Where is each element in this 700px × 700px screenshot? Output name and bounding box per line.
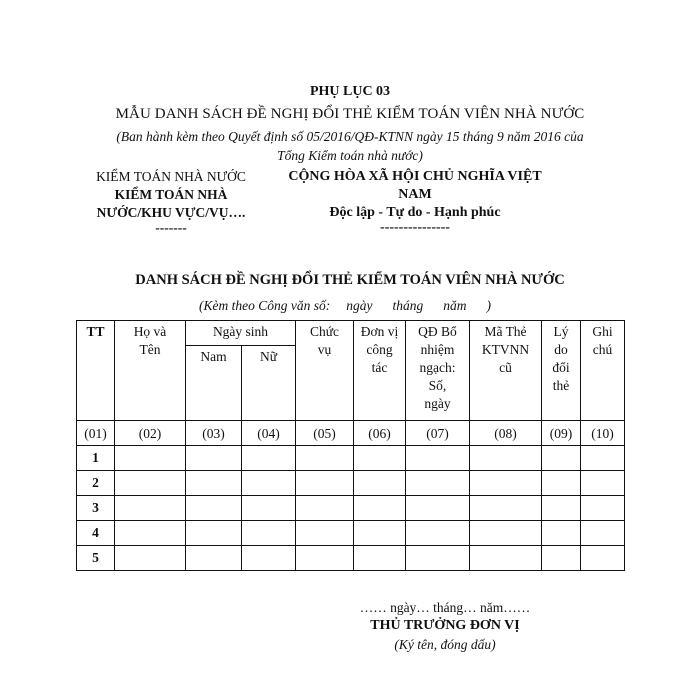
table-cell [406,496,470,521]
table-cell [406,446,470,471]
table-cell [115,521,186,546]
table-cell [542,471,581,496]
subtitle-year: năm [443,298,467,313]
table-cell [186,521,242,546]
signature-note: (Ký tên, đóng dấu) [394,637,496,652]
sub-agency-name-cont: NƯỚC/KHU VỰC/VỤ…. [96,205,246,220]
issuing-agency-block [76,168,266,234]
table-cell [406,546,470,571]
table-cell [115,546,186,571]
subtitle-prefix: (Kèm theo Công văn số: [199,298,331,313]
table-cell [542,521,581,546]
request-list-table [76,320,625,571]
table-cell [354,471,406,496]
table-cell [296,521,354,546]
code-cell: (10) [581,421,625,446]
table-cell [581,471,625,496]
header-male: Nam [186,346,242,421]
header-old-card-code: Mã Thẻ KTVNN cũ [470,321,542,421]
table-cell [354,546,406,571]
table-row [77,521,625,546]
issued-note-line-2: Tổng Kiểm toán nhà nước) [277,148,423,163]
header-note: Ghi chú [581,321,625,421]
national-motto-block [280,168,550,234]
table-cell [115,496,186,521]
row-number: 3 [77,496,115,521]
subtitle-suffix: ) [486,298,491,313]
list-title: DANH SÁCH ĐỀ NGHỊ ĐỔI THẺ KIỂM TOÁN VIÊN NHÀ NƯỚC [135,272,565,288]
sub-agency-name: KIỂM TOÁN NHÀ [114,187,228,202]
code-cell: (05) [296,421,354,446]
table-cell [242,446,296,471]
header-full-name: Họ và Tên [115,321,186,421]
motto: Độc lập - Tự do - Hạnh phúc [329,205,501,220]
header-position: Chức vụ [296,321,354,421]
header-work-unit: Đơn vị công tác [354,321,406,421]
code-cell: (03) [186,421,242,446]
table-row [77,471,625,496]
header-appointment-decision: QĐ Bổ nhiệm ngạch: Số, ngày [406,321,470,421]
country-name: CỘNG HÒA XÃ HỘI CHỦ NGHĨA VIỆT [288,169,542,184]
table-cell [354,521,406,546]
table-cell [115,471,186,496]
table-cell [242,521,296,546]
agency-divider: ------- [155,220,187,235]
header-date-of-birth: Ngày sinh [186,321,296,346]
table-cell [581,546,625,571]
table-cell [296,446,354,471]
agency-name: KIỂM TOÁN NHÀ NƯỚC [96,169,246,184]
table-cell [581,446,625,471]
table-cell [354,496,406,521]
code-cell: (06) [354,421,406,446]
table-cell [470,546,542,571]
row-number: 1 [77,446,115,471]
column-code-row [77,421,625,446]
table-cell [186,496,242,521]
table-row [77,496,625,521]
row-number: 2 [77,471,115,496]
issued-note-line-1: (Ban hành kèm theo Quyết định số 05/2016/QĐ-KTNN ngày 15 tháng 9 năm 2016 của [116,129,584,144]
table-cell [242,496,296,521]
header-reason: Lý do đổi thẻ [542,321,581,421]
signature-title: THỦ TRƯỞNG ĐƠN VỊ [370,618,520,633]
issued-note [70,127,630,165]
list-subtitle [0,298,700,314]
appendix-title: PHỤ LỤC 03 [309,84,391,99]
header-female: Nữ [242,346,296,421]
country-name-cont: NAM [398,187,432,202]
table-cell [296,546,354,571]
table-cell [296,471,354,496]
table-cell [470,446,542,471]
header-row-1 [77,321,625,346]
subtitle-month: tháng [392,298,424,313]
table-row [77,546,625,571]
code-cell: (08) [470,421,542,446]
table-cell [186,446,242,471]
table-cell [581,521,625,546]
subtitle-day: ngày [346,298,373,313]
table-cell [406,471,470,496]
motto-divider: --------------- [380,220,450,235]
code-cell: (02) [115,421,186,446]
table-cell [470,496,542,521]
table-cell [296,496,354,521]
code-cell: (07) [406,421,470,446]
row-number: 4 [77,521,115,546]
table-cell [354,446,406,471]
table-cell [115,446,186,471]
table-cell [542,446,581,471]
table-cell [542,496,581,521]
table-cell [470,521,542,546]
table-cell [242,546,296,571]
code-cell: (09) [542,421,581,446]
table-cell [470,471,542,496]
signature-date-line: …… ngày… tháng… năm…… [359,600,531,615]
table-cell [186,471,242,496]
table-cell [406,521,470,546]
table-cell [542,546,581,571]
code-cell: (04) [242,421,296,446]
form-title: MẪU DANH SÁCH ĐỀ NGHỊ ĐỔI THẺ KIỂM TOÁN VIÊN NHÀ NƯỚC [115,106,585,122]
table-row [77,446,625,471]
table-cell [186,546,242,571]
header-tt: TT [77,321,115,421]
table-cell [242,471,296,496]
row-number: 5 [77,546,115,571]
code-cell: (01) [77,421,115,446]
table-cell [581,496,625,521]
